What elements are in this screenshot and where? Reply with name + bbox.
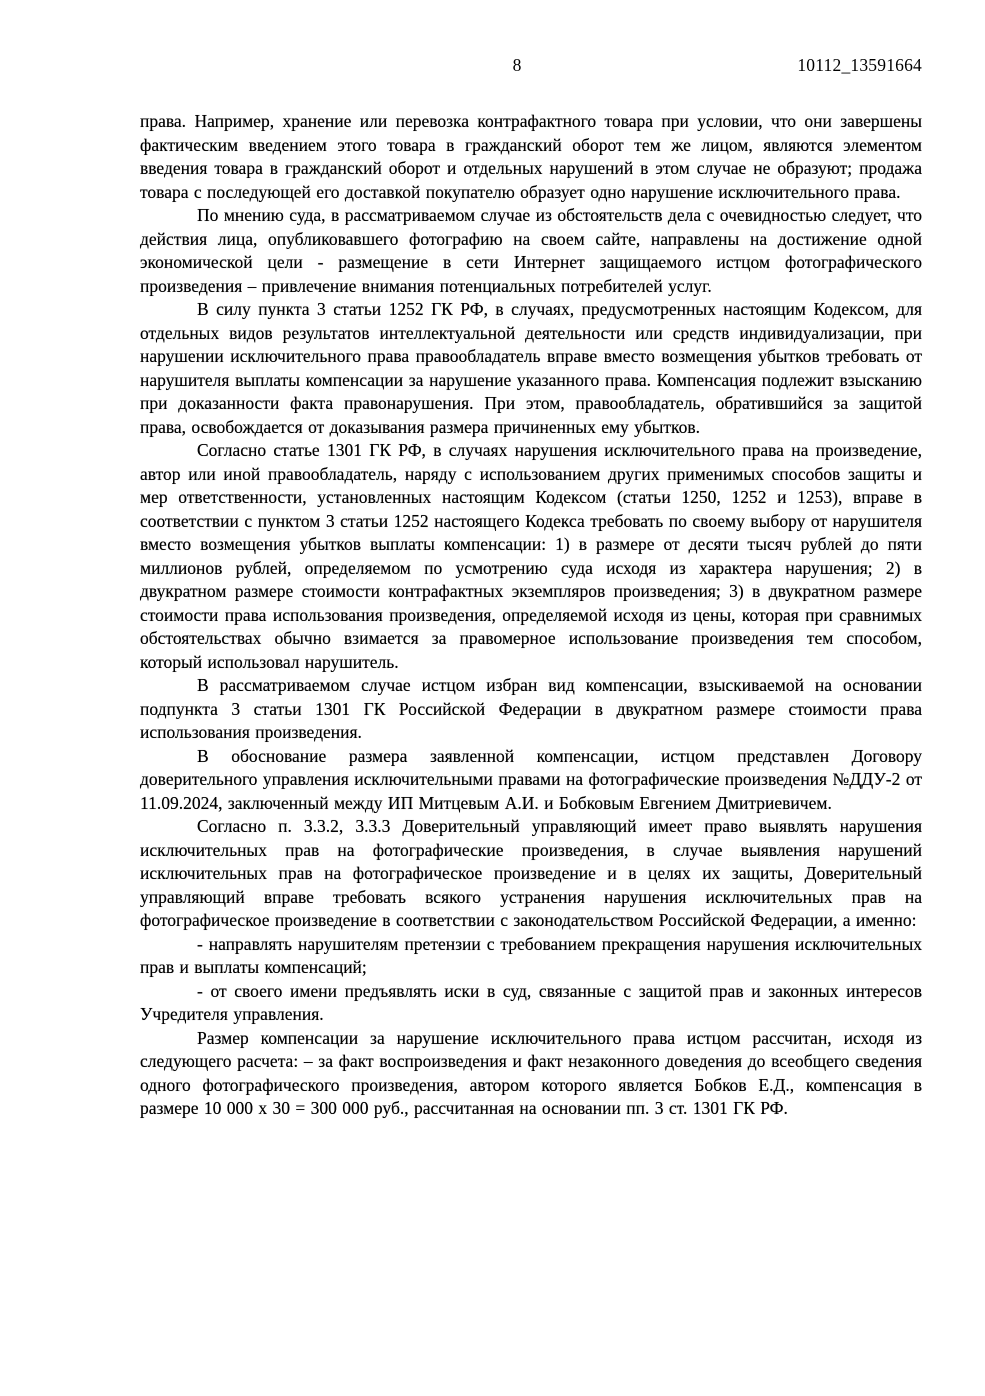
paragraph-1: права. Например, хранение или перевозка контрафактного товара при условии, что они завершены фактическим введением этого товара в гражданский оборот тем же лицом, являются элементом введения товара в гражданский оборот и отдельных нарушений в этом случае не образуют; продажа товара с последующей его доставкой покупателю образует одно нарушение исключительного права. [140, 111, 922, 202]
document-id: 10112_13591664 [797, 55, 922, 75]
paragraph-10: Размер компенсации за нарушение исключительного права истцом рассчитан, исходя из следующего расчета: – за факт воспроизведения и факт незаконного доведения до всеобщего сведения одного фотографического произведения, автором которого является Бобков Е.Д., компенсация в размере 10 000 х 30 = 300 000 руб., рассчитанная на основании пп. 3 ст. 1301 ГК РФ. [140, 1027, 922, 1118]
paragraph-6: В обоснование размера заявленной компенсации, истцом представлен Договору доверительного управления исключительными правами на фотографические произведения №ДДУ-2 от 11.09.2024, заключенный между ИП Митцевым А.И. и Бобковым Евгением Дмитриевичем. [140, 745, 922, 813]
paragraph-2: По мнению суда, в рассматриваемом случае из обстоятельств дела с очевидностью следует, что действия лица, опубликовавшего фотографию на своем сайте, направлены на достижение одной экономической цели - размещение в сети Интернет защищаемого истцом фотографического произведения – привлечение внимания потенциальных потребителей услуг. [140, 205, 922, 296]
paragraph-3: В силу пункта 3 статьи 1252 ГК РФ, в случаях, предусмотренных настоящим Кодексом, для отдельных видов результатов интеллектуальной деятельности или средств индивидуализации, при нарушении исключительного права правообладатель вправе вместо возмещения убытков требовать от нарушителя выплаты компенсации за нарушение указанного права. Компенсация подлежит взысканию при доказанности факта правонарушения. При этом, правообладатель, обратившийся за защитой права, освобождается от доказывания размера причиненных ему убытков. [140, 299, 922, 437]
document-body [140, 110, 922, 1121]
page-number: 8 [512, 55, 522, 75]
paragraph-9-list-item: - от своего имени предъявлять иски в суд, связанные с защитой прав и законных интересов Учредителя управления. [140, 980, 922, 1024]
page-header [140, 53, 922, 77]
paragraph-8-list-item: - направлять нарушителям претензии с требованием прекращения нарушения исключительных прав и выплаты компенсаций; [140, 933, 922, 977]
paragraph-4: Согласно статье 1301 ГК РФ, в случаях нарушения исключительного права на произведение, автор или иной правообладатель, наряду с использованием других применимых способов защиты и мер ответственности, установленных настоящим Кодексом (статьи 1250, 1252 и 1253), вправе в соответствии с пунктом 3 статьи 1252 настоящего Кодекса требовать по своему выбору от нарушителя вместо возмещения убытков выплаты компенсации: 1) в размере от десяти тысяч рублей до пяти миллионов рублей, определяемом по усмотрению суда исходя из характера нарушения; 2) в двукратном размере стоимости контрафактных экземпляров произведения; 3) в двукратном размере стоимости права использования произведения, определяемой исходя из цены, которая при сравнимых обстоятельствах обычно взимается за правомерное использование произведения тем способом, который использовал нарушитель. [140, 440, 922, 672]
paragraph-7: Согласно п. 3.3.2, 3.3.3 Доверительный управляющий имеет право выявлять нарушения исключительных прав на фотографические произведения, в случае выявления нарушений исключительных прав на фотографическое произведение и в целях их защиты, Доверительный управляющий вправе требовать всякого устранения нарушения исключительных прав на фотографическое произведение в соответствии с законодательством Российской Федерации, а именно: [140, 816, 922, 930]
paragraph-5: В рассматриваемом случае истцом избран вид компенсации, взыскиваемой на основании подпункта 3 статьи 1301 ГК Российской Федерации в двукратном размере стоимости права использования произведения. [140, 675, 922, 742]
